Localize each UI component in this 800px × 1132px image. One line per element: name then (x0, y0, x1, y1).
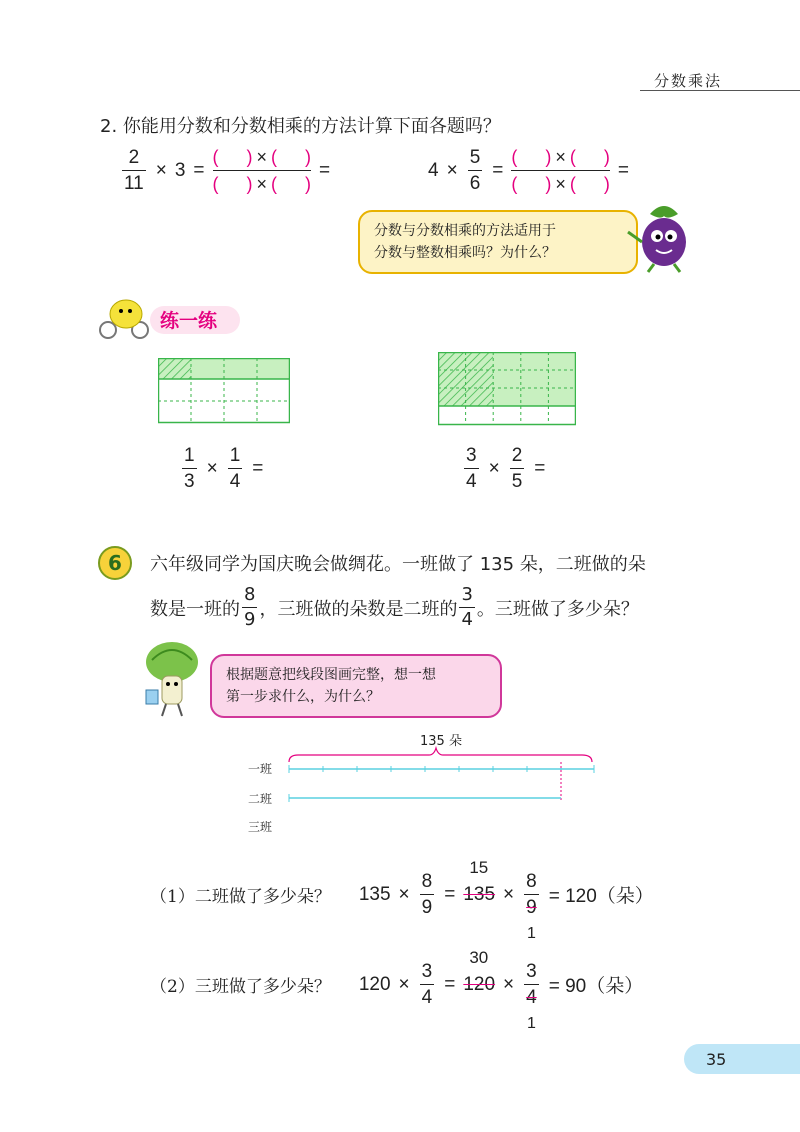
solution-1: （1）二班做了多少朵？ 135 × $\frac{8}{9}$ = 15 135 × 8 9 1 = 120（朵） (150, 857, 654, 942)
example-text-line2: 数是一班的 $\frac{8}{9}$ ，三班做的朵数是二班的 $\frac{3}{4}$ 。三班做了多少朵？ (150, 584, 639, 630)
hint-bubble-2 (210, 654, 502, 718)
equals-sign: = (617, 159, 629, 181)
equals-sign: = (492, 159, 504, 181)
integer: 4 (428, 159, 439, 181)
practice-expression-2: $\frac{3}{4}$ × $\frac{2}{5}$ = (466, 445, 546, 492)
practice-title: 练一练 (160, 310, 218, 332)
solution-2: （2）三班做了多少朵？ 120 × $\frac{3}{4}$ = 30 120 × 3 4 1 = 90（朵） (150, 947, 644, 1032)
integer: 3 (174, 159, 186, 181)
hint-bubble (358, 210, 638, 274)
times-sign: × (446, 159, 458, 181)
cancel-top: 15 (469, 857, 489, 877)
segment-diagram (284, 746, 604, 808)
equals-sign: = (193, 159, 205, 181)
blank-fraction: ( ) × ( ) ( ) × ( ) (212, 147, 312, 194)
row-label-class3: 三班 (248, 820, 273, 834)
blank-fraction: ( ) × ( ) ( ) × ( ) (511, 147, 610, 194)
hint-line: 根据题意把线段图画完整，想一想 (226, 667, 436, 683)
solution-question: （2）三班做了多少朵？ (150, 977, 331, 997)
cancel-bottom: 1 (526, 1015, 536, 1032)
diagram-total-label: 135 朵 (420, 734, 462, 749)
practice-expression-1: $\frac{1}{3}$ × $\frac{1}{4}$ = (184, 445, 264, 492)
fraction: $\frac{2}{11}$ (124, 147, 144, 194)
chapter-title: 分数乘法 (653, 72, 722, 90)
hint-line: 第一步求什么，为什么？ (226, 689, 380, 705)
row-label-class1: 一班 (248, 762, 273, 776)
equals-sign: = (319, 159, 331, 181)
fraction: $\frac{5}{6}$ (469, 147, 481, 194)
times-sign: × (155, 159, 167, 181)
fraction-grid-2 (438, 352, 576, 426)
page-number: 35 (684, 1044, 800, 1074)
cancel-bottom: 1 (526, 925, 536, 942)
equation-1 (120, 146, 330, 195)
hint-line: 分数与分数相乘的方法适用于 (374, 223, 556, 239)
question-number: 2. (100, 116, 118, 137)
eggplant-mascot-icon (624, 196, 700, 274)
vegetable-mascot-icon (140, 640, 206, 720)
lemon-bike-icon (96, 296, 156, 340)
cancel-top: 30 (469, 947, 489, 967)
example-number-badge: 6 (98, 546, 132, 580)
hint-line: 分数与整数相乘吗？为什么？ (374, 245, 556, 261)
fraction-grid-1 (158, 358, 290, 424)
example-text-line1: 六年级同学为国庆晚会做绸花。一班做了 135 朵，二班做的朵 (150, 554, 646, 575)
question-2 (100, 112, 501, 138)
row-label-class2: 二班 (248, 792, 273, 806)
solution-question: （1）二班做了多少朵？ (150, 887, 331, 907)
question-text: 你能用分数和分数相乘的方法计算下面各题吗？ (122, 116, 501, 137)
header-rule (640, 90, 800, 91)
equation-2 (428, 146, 629, 195)
